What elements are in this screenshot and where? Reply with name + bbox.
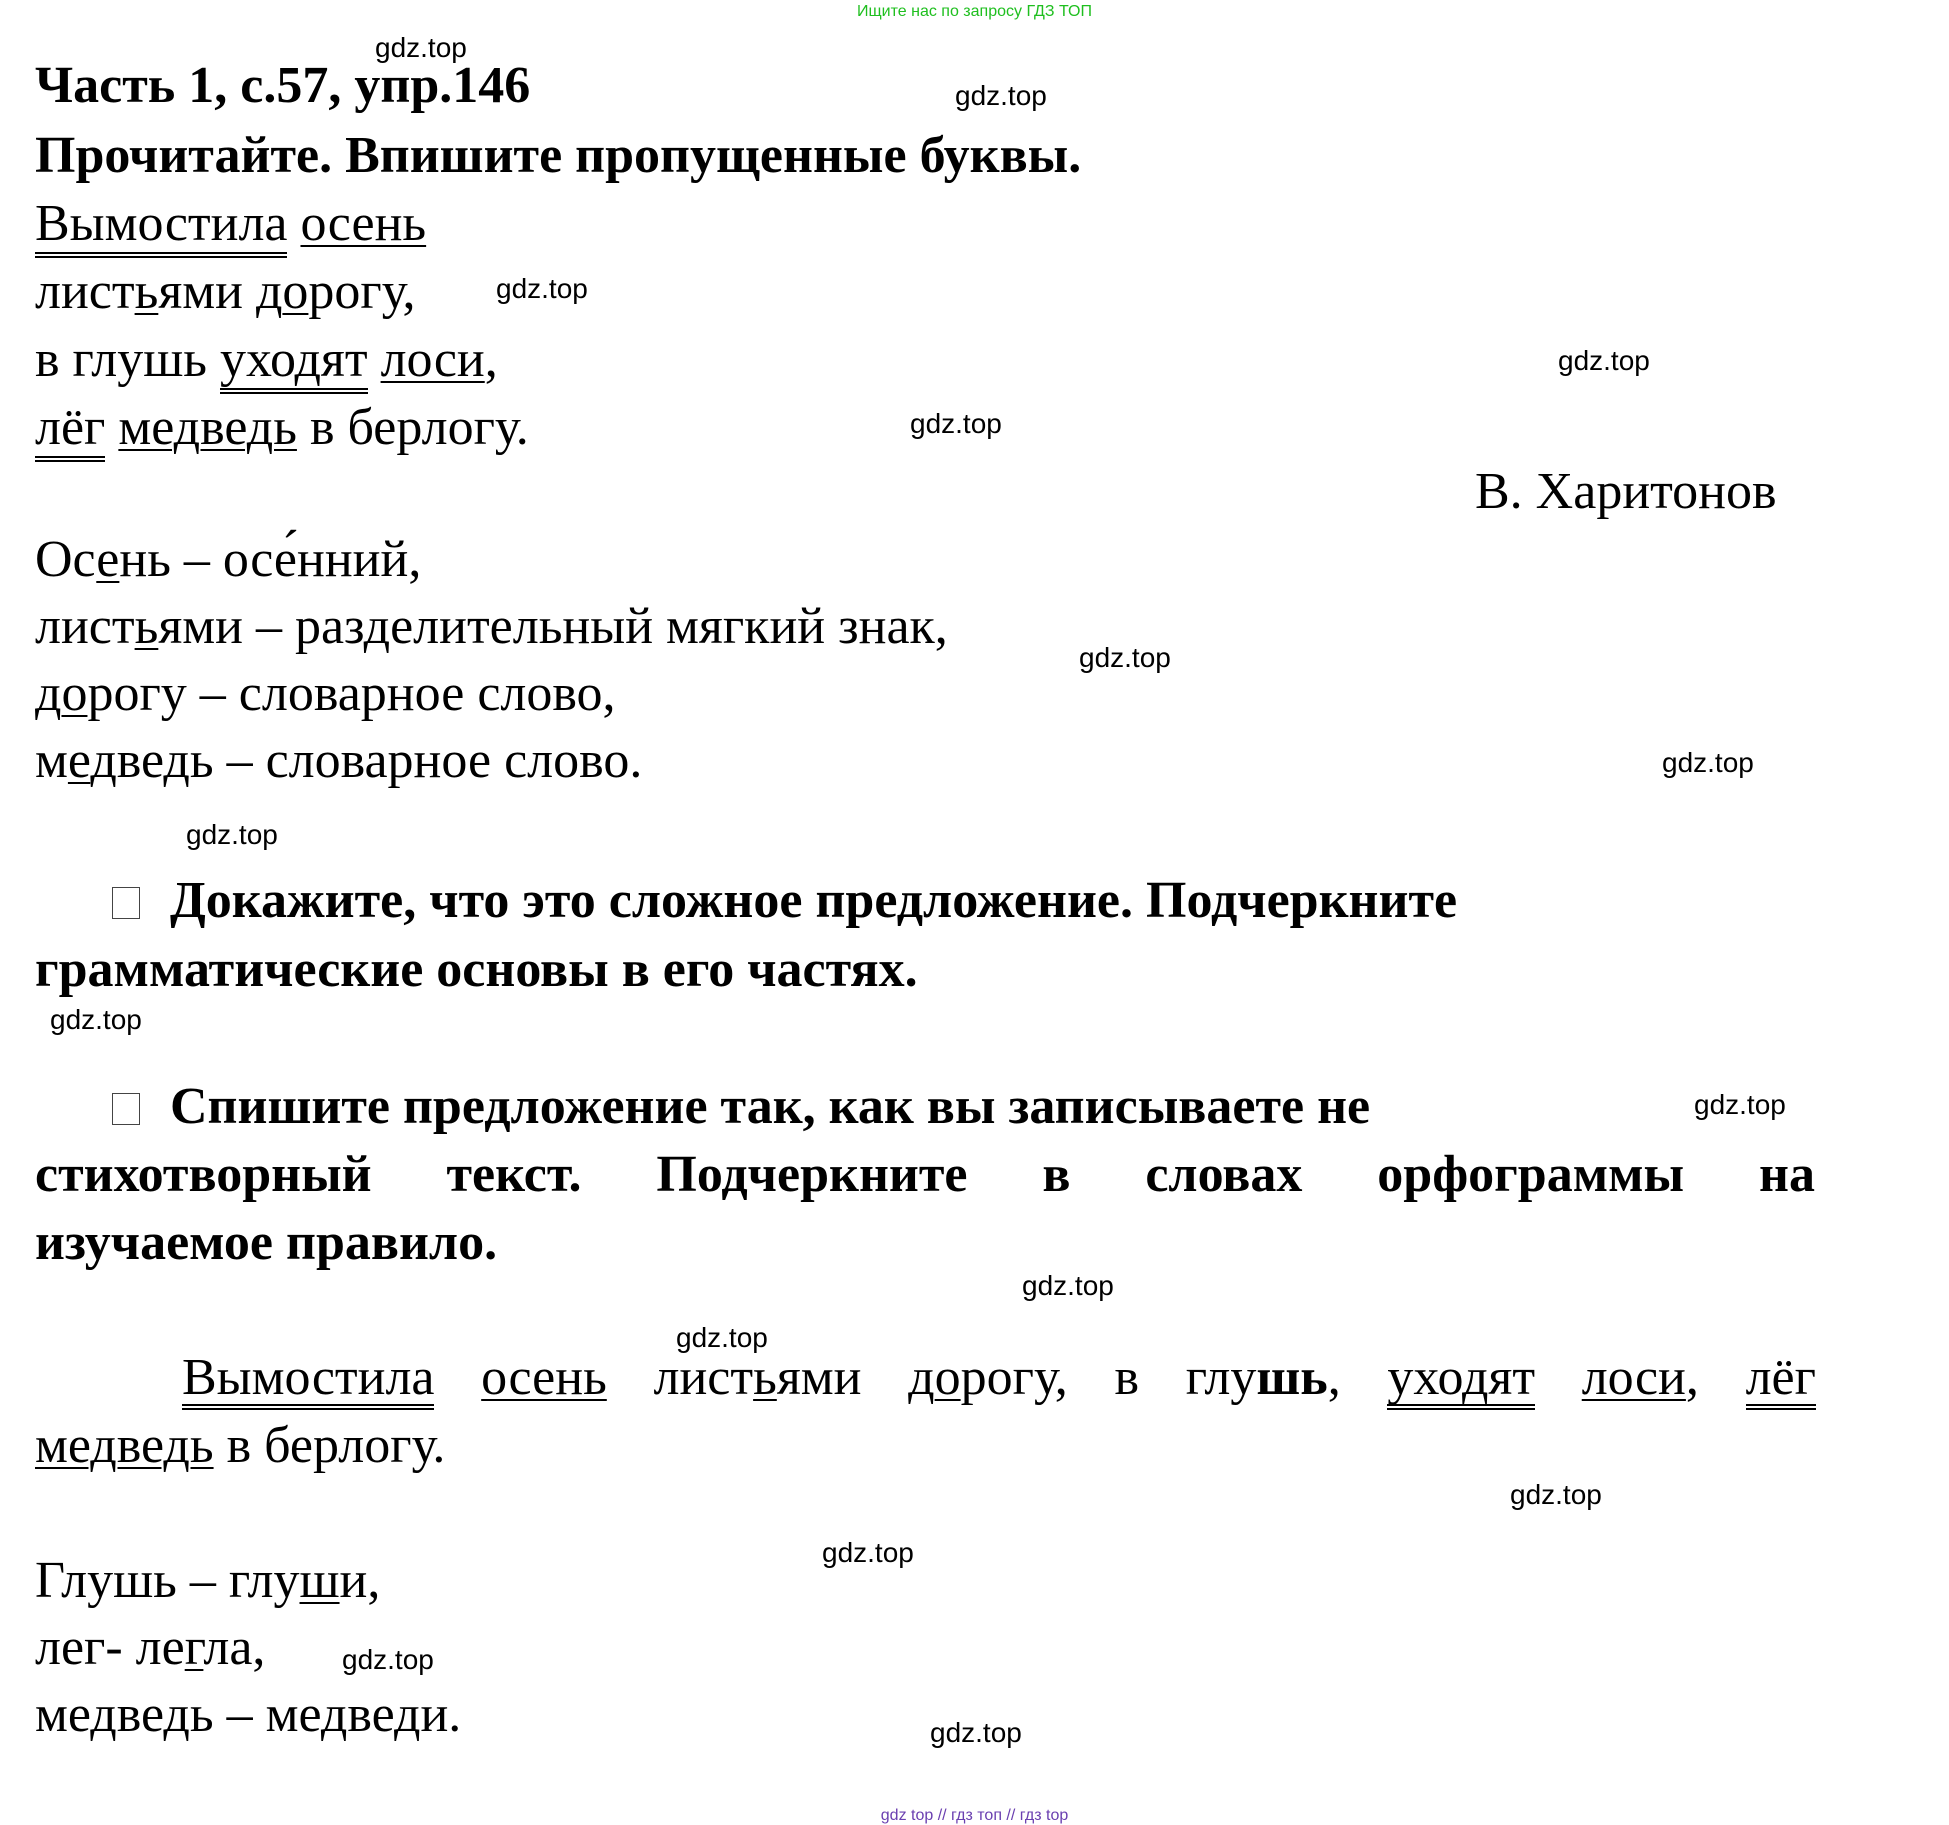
watermark: gdz.top: [1510, 1479, 1602, 1510]
answer-word: в: [1114, 1349, 1139, 1406]
orthogram-letter: о: [934, 1349, 961, 1406]
orthogram-letter: ь: [134, 598, 159, 655]
answer-subject: медведь: [35, 1417, 214, 1474]
orthogram-letter: ь: [753, 1349, 777, 1406]
orthogram-letter: о: [61, 665, 88, 722]
page-title: Часть 1, с.57, упр.146: [35, 57, 531, 114]
text: медведь – медве: [35, 1686, 394, 1743]
poem-line-1: [35, 195, 427, 252]
text: и,: [339, 1552, 381, 1609]
answer-subject: лоси: [1581, 1349, 1686, 1406]
orthogram-letter: ь: [134, 263, 159, 320]
footer: gdz top // гдз топ // гдз top: [880, 1807, 1069, 1824]
watermark: gdz.top: [1079, 642, 1171, 673]
orthogram-letter: ш: [299, 1552, 340, 1609]
orthogram-letter: д: [393, 1686, 421, 1743]
poem-line-4: [35, 399, 529, 456]
note-line-2: [35, 598, 948, 655]
task3-line-1: [112, 1078, 1371, 1135]
text: ями: [776, 1349, 862, 1406]
answer-word: [908, 1349, 1068, 1410]
top-banner: Ищите нас по запросу ГДЗ ТОП: [857, 3, 1092, 20]
text: и.: [420, 1686, 462, 1743]
pair-line-3: [35, 1686, 462, 1743]
note-line-1: [35, 531, 422, 588]
task3-line-3: изучаемое правило.: [35, 1214, 498, 1271]
watermark: gdz.top: [910, 408, 1002, 439]
watermark: gdz.top: [50, 1004, 142, 1035]
poem-predicate-word: уходят: [220, 331, 368, 394]
watermark: gdz.top: [676, 1322, 768, 1353]
text: ла,: [203, 1619, 266, 1676]
answer-predicate: уходят: [1387, 1352, 1535, 1410]
text: ,: [484, 331, 498, 388]
text: д: [35, 665, 62, 722]
orthogram-letter: е: [67, 732, 91, 789]
text: Спишите предложение так, как вы записываете не: [170, 1078, 1371, 1135]
text: лист: [35, 598, 135, 655]
task3-line-2: стихотворный текст. Подчеркните в словах орфограммы на: [35, 1146, 1815, 1203]
poem-author: В. Харитонов: [1475, 463, 1777, 520]
note-line-3: [35, 665, 616, 722]
watermark: gdz.top: [1022, 1270, 1114, 1301]
text: Глушь – глу: [35, 1552, 300, 1609]
watermark: gdz.top: [1662, 747, 1754, 778]
text: ями – разделительный мягкий знак,: [158, 598, 948, 655]
space: [287, 195, 300, 252]
answer-word: [1581, 1349, 1699, 1410]
answer-word: [653, 1349, 862, 1410]
watermark: gdz.top: [496, 273, 588, 304]
text: глу: [1185, 1349, 1257, 1406]
watermark: gdz.top: [186, 819, 278, 850]
orthogram-letter: г: [184, 1619, 204, 1676]
watermark: gdz.top: [822, 1537, 914, 1568]
text: рогу,: [960, 1349, 1068, 1406]
watermark: gdz.top: [1694, 1089, 1786, 1120]
text: лист: [653, 1349, 754, 1406]
poem-predicate-word: осень: [300, 195, 427, 252]
orthogram-letter: о: [282, 263, 309, 320]
text: дведь – словарное слово.: [90, 732, 643, 789]
space: [368, 331, 381, 388]
text: в берлогу.: [296, 399, 529, 456]
orthogram-letter: ь: [1300, 1349, 1328, 1406]
watermark: gdz.top: [955, 80, 1047, 111]
checkbox-icon: [112, 1093, 140, 1125]
text: лег- ле: [35, 1619, 185, 1676]
text: нь – осе́нний,: [119, 531, 422, 588]
text: лист: [35, 263, 135, 320]
poem-line-2: [35, 263, 416, 320]
text: ,: [1685, 1349, 1699, 1406]
answer-predicate: Вымостила: [182, 1352, 434, 1410]
watermark: gdz.top: [930, 1717, 1022, 1748]
text: рогу – словарное слово,: [87, 665, 616, 722]
watermark: gdz.top: [1558, 345, 1650, 376]
text: м: [35, 732, 68, 789]
text: ,: [1327, 1349, 1341, 1406]
text: рогу,: [308, 263, 416, 320]
poem-line-3: [35, 331, 498, 388]
poem-predicate-word: лёг: [35, 399, 105, 462]
watermark: gdz.top: [342, 1644, 434, 1675]
note-line-4: [35, 732, 643, 789]
pair-line-2: [35, 1619, 266, 1676]
watermark: gdz.top: [375, 32, 467, 63]
text: в берлогу.: [213, 1417, 446, 1474]
answer-subject: осень: [481, 1349, 607, 1406]
poem-subject-word: медведь: [118, 399, 297, 456]
text: ями д: [158, 263, 283, 320]
answer-line-2: [35, 1417, 446, 1474]
task2-line-2: грамматические основы в его частях.: [35, 941, 918, 998]
answer-word: [1185, 1349, 1341, 1410]
text: д: [908, 1349, 935, 1406]
orthogram-letter: е: [96, 531, 120, 588]
pair-line-1: [35, 1552, 381, 1609]
task2-line-1: [112, 872, 1458, 929]
poem-subject-word: лоси: [380, 331, 485, 388]
space: [105, 399, 118, 456]
text: Докажите, что это сложное предложение. Подчеркните: [170, 872, 1458, 929]
poem-subject-word: Вымостила: [35, 195, 287, 258]
answer-predicate: лёг: [1746, 1352, 1816, 1410]
text: Ос: [35, 531, 97, 588]
text: в глушь: [35, 331, 220, 388]
answer-line-1: [182, 1349, 1816, 1410]
orthogram-letter: ш: [1256, 1349, 1301, 1406]
task-heading: Прочитайте. Впишите пропущенные буквы.: [35, 127, 1082, 184]
checkbox-icon: [112, 887, 140, 919]
